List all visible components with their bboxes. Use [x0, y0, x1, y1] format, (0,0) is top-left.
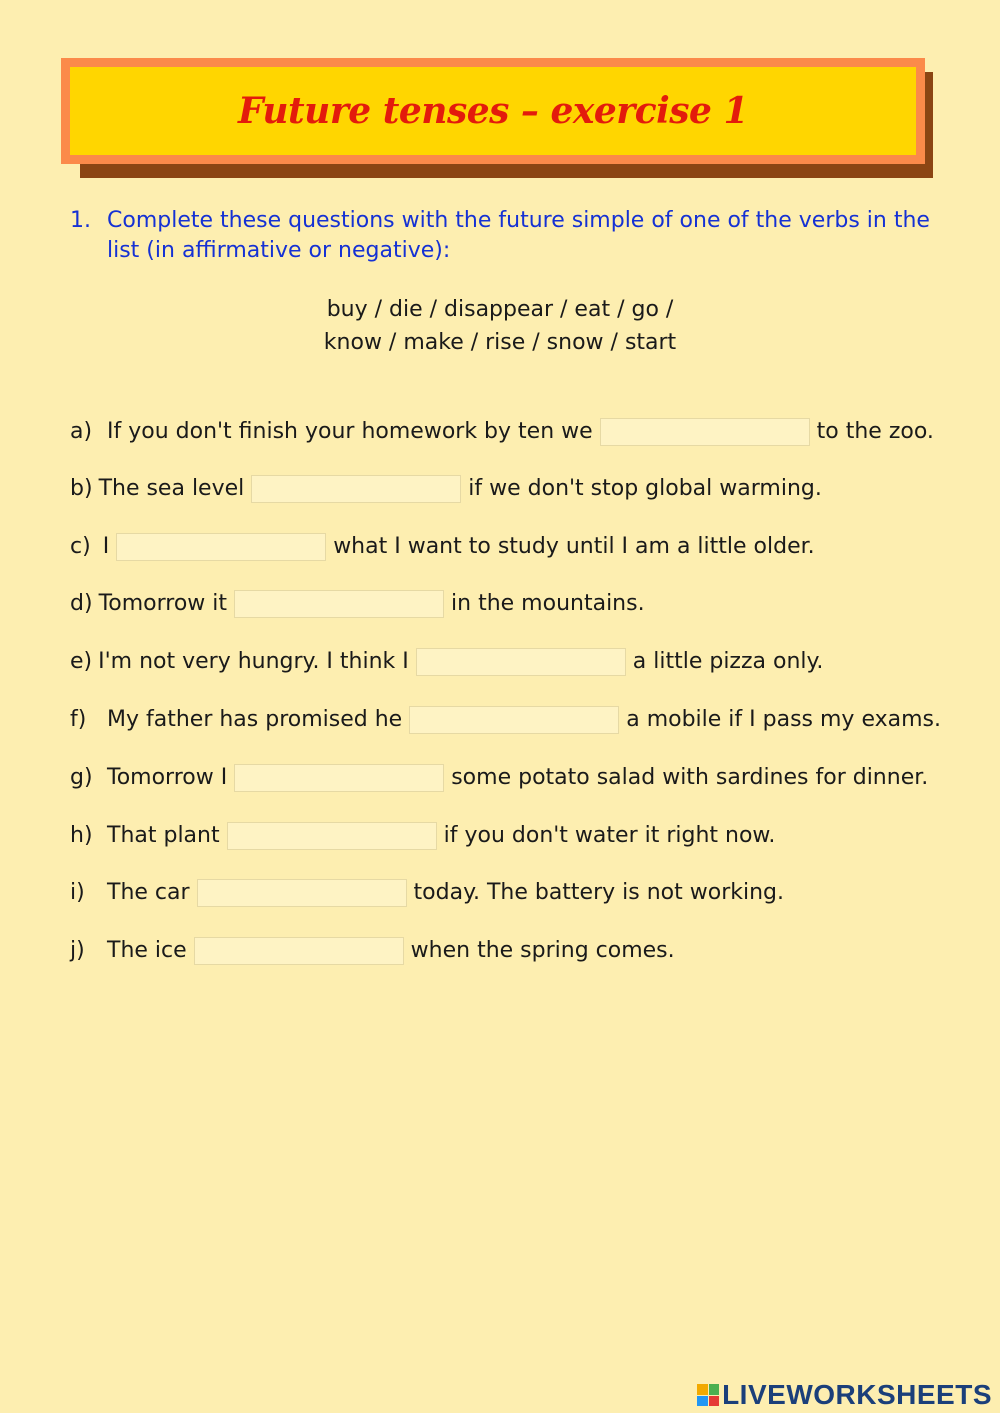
item-label: b) [70, 476, 93, 501]
exercise-item-g [70, 760, 928, 796]
answer-input-g[interactable] [234, 764, 444, 792]
exercise-item-i [70, 875, 784, 911]
answer-input-a[interactable] [600, 418, 810, 446]
item-text-after: if we don't stop global warming. [468, 476, 822, 501]
item-text-before: The ice [107, 938, 187, 963]
item-text-after: when the spring comes. [410, 938, 675, 963]
item-text-after: to the zoo. [816, 419, 934, 444]
answer-input-j[interactable] [194, 937, 404, 965]
exercise-item-d [70, 586, 645, 622]
item-text-before: Tomorrow it [98, 591, 228, 616]
item-text-after: today. The battery is not working. [413, 880, 784, 905]
item-text-after: in the mountains. [451, 591, 645, 616]
item-label: f) [70, 707, 87, 732]
instruction [70, 206, 940, 266]
item-text-before: Tomorrow I [107, 765, 228, 790]
liveworksheets-logo-icon [697, 1384, 719, 1406]
item-text-after: what I want to study until I am a little older. [333, 534, 815, 559]
answer-input-d[interactable] [234, 590, 444, 618]
answer-input-e[interactable] [416, 648, 626, 676]
exercise-item-j [70, 933, 675, 969]
item-label: g) [70, 765, 93, 790]
answer-input-b[interactable] [251, 475, 461, 503]
answer-input-h[interactable] [227, 822, 437, 850]
item-label: a) [70, 419, 93, 444]
page-title: Future tenses – exercise 1 [237, 90, 749, 132]
word-list-line-2: know / make / rise / snow / start [323, 330, 677, 355]
logo-text: LIVEWORKSHEETS [722, 1379, 992, 1410]
item-label: d) [70, 591, 93, 616]
item-text-after: a little pizza only. [632, 649, 824, 674]
exercise-item-a [70, 414, 934, 450]
exercise-item-c [70, 529, 815, 565]
item-text-before: If you don't finish your homework by ten we [107, 419, 593, 444]
item-text-before: I'm not very hungry. I think I [98, 649, 409, 674]
item-label: i) [70, 880, 85, 905]
exercise-item-h [70, 818, 775, 854]
word-list [0, 293, 1000, 359]
item-label: e) [70, 649, 93, 674]
item-label: c) [70, 534, 91, 559]
exercise-item-f [70, 702, 941, 738]
answer-input-f[interactable] [409, 706, 619, 734]
instruction-number: 1. [70, 208, 91, 233]
item-label: j) [70, 938, 85, 963]
item-text-after: a mobile if I pass my exams. [626, 707, 941, 732]
item-text-before: I [102, 534, 110, 559]
word-list-line-1: buy / die / disappear / eat / go / [326, 297, 674, 322]
exercise-item-b [70, 471, 822, 507]
item-text-before: The car [107, 880, 190, 905]
answer-input-c[interactable] [116, 533, 326, 561]
item-text-before: That plant [107, 823, 220, 848]
item-text-before: My father has promised he [107, 707, 403, 732]
item-label: h) [70, 823, 93, 848]
item-text-after: some potato salad with sardines for dinner. [451, 765, 929, 790]
item-text-after: if you don't water it right now. [443, 823, 776, 848]
liveworksheets-logo [697, 1379, 992, 1411]
answer-input-i[interactable] [197, 879, 407, 907]
title-banner [61, 58, 925, 164]
exercise-item-e [70, 644, 823, 680]
item-text-before: The sea level [98, 476, 245, 501]
instruction-text: Complete these questions with the future simple of one of the verbs in the list (in affirmative or negative): [107, 208, 930, 263]
